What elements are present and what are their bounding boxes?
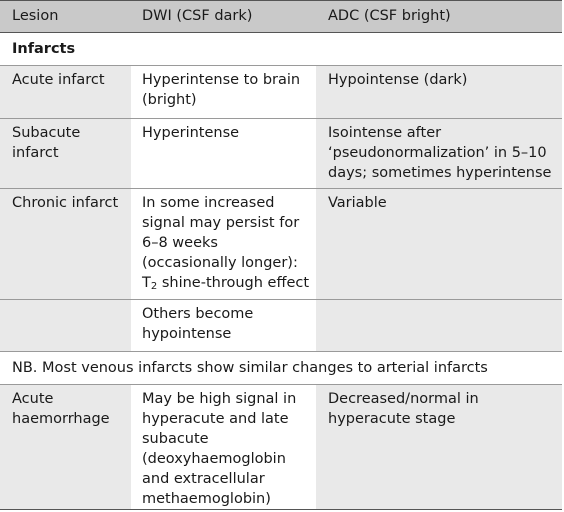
lesion-cell — [0, 300, 131, 351]
subscript-2: 2 — [150, 281, 158, 292]
dwi-cell: Hyperintense — [131, 119, 316, 188]
section-title-infarcts: Infarcts — [12, 41, 76, 57]
dwi-cell: Others become hypointense — [131, 300, 316, 351]
adc-cell — [316, 300, 562, 351]
table-row — [0, 188, 562, 299]
lesion-cell: Subacute infarct — [12, 125, 81, 161]
dwi-cell: Hyperintense to brain (bright) — [131, 66, 316, 118]
adc-cell: Hypointense (dark) — [328, 72, 468, 88]
note-row — [0, 351, 562, 384]
header-dwi: DWI (CSF dark) — [142, 8, 253, 24]
header-adc: ADC (CSF bright) — [328, 8, 451, 24]
table-header-row — [0, 1, 562, 33]
note-text: NB. Most venous infarcts show similar changes to arterial infarcts — [12, 360, 488, 376]
dwi-cell — [131, 189, 316, 299]
header-lesion: Lesion — [12, 8, 59, 24]
adc-cell: Variable — [328, 195, 387, 211]
table-row — [0, 384, 562, 509]
adc-cell: Isointense after ‘pseudonormalization’ in 5–10 days; sometimes hyperintense — [328, 125, 552, 181]
lesion-cell: Chronic infarct — [12, 195, 119, 211]
adc-cell: Decreased/normal in hyperacute stage — [328, 391, 479, 427]
table-row — [0, 118, 562, 188]
dwi-text-part: shine-through effect — [157, 275, 310, 291]
dwi-cell: May be high signal in hyperacute and late subacute (deoxyhaemoglobin and extracellular methaemoglobin) — [131, 385, 316, 509]
lesion-cell: Acute haemorrhage — [12, 391, 110, 427]
section-row-infarcts — [0, 33, 562, 65]
table-row — [0, 65, 562, 118]
table-row — [0, 299, 562, 351]
dwi-text-part: In some increased signal may persist for 6–8 weeks (occasionally longer): T — [142, 195, 300, 291]
lesion-cell: Acute infarct — [12, 72, 105, 88]
